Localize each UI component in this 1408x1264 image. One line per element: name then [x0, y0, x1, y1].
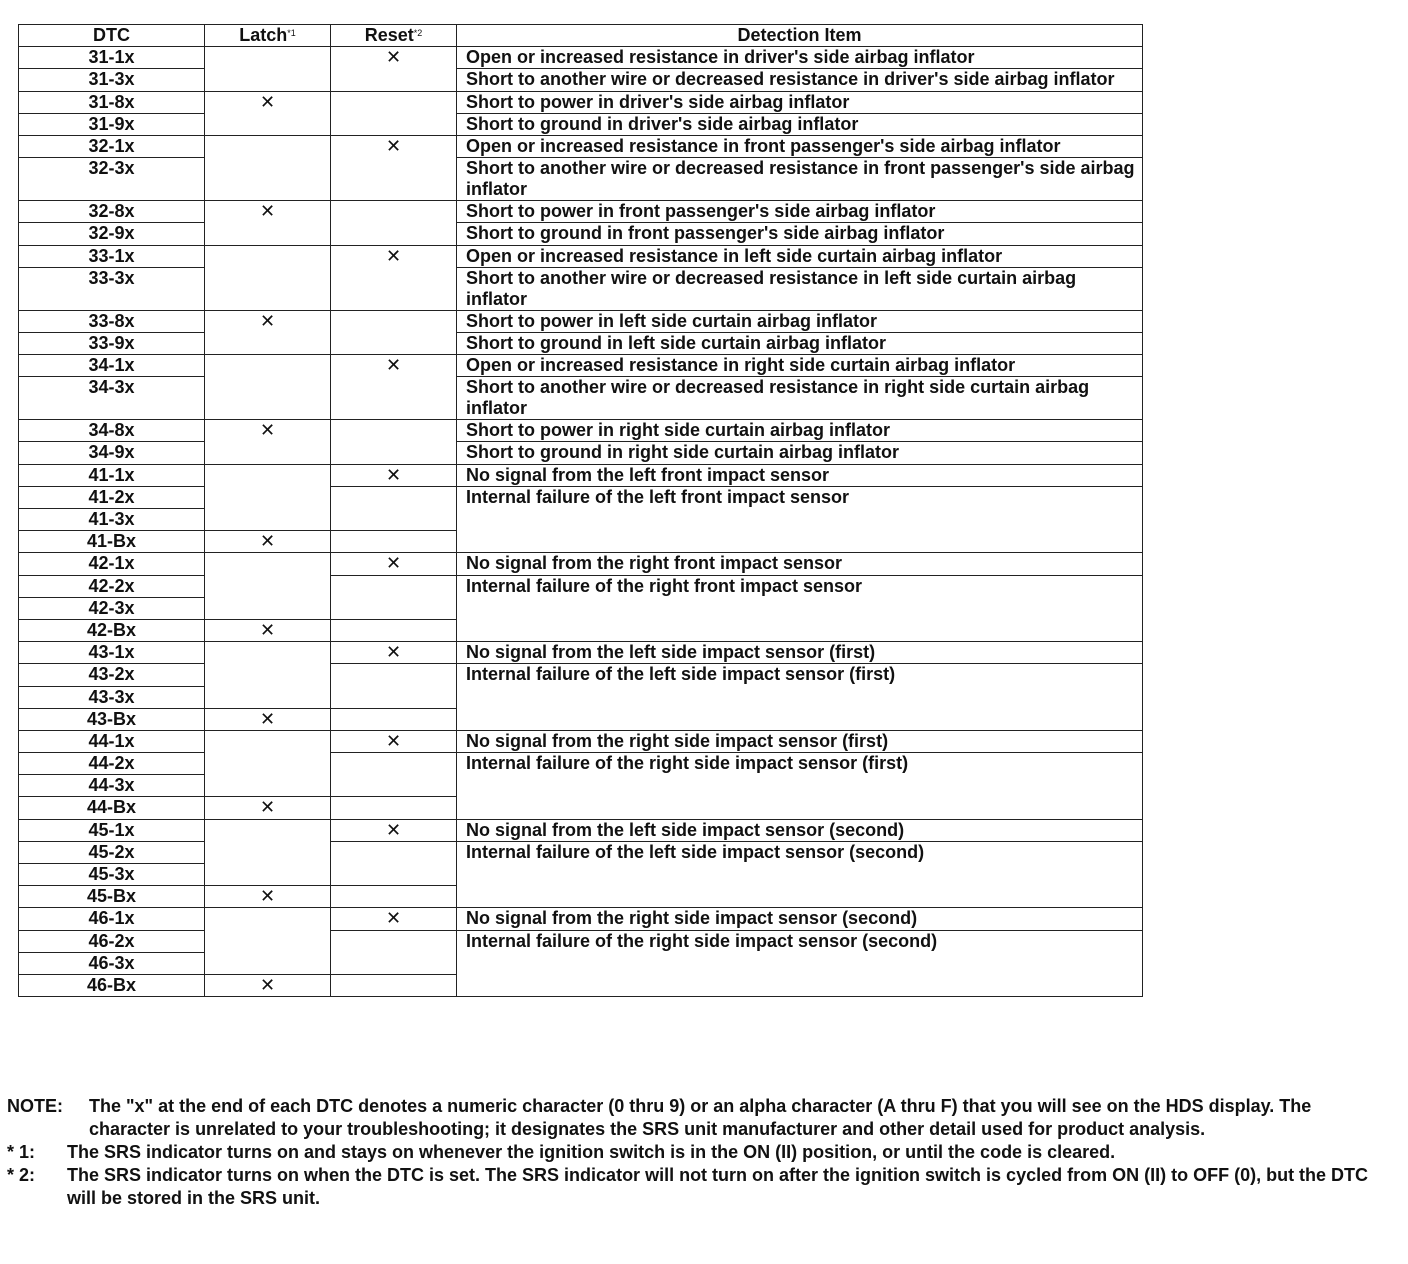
- reset-mark: ✕: [331, 245, 457, 310]
- footnote-2: [7, 1164, 1397, 1210]
- dtc-code: 41-Bx: [19, 531, 205, 553]
- dtc-code: 32-1x: [19, 135, 205, 157]
- dtc-code: 42-3x: [19, 597, 205, 619]
- table-row: [19, 553, 1143, 575]
- dtc-code: 45-3x: [19, 864, 205, 886]
- dtc-code: 34-9x: [19, 442, 205, 464]
- dtc-code: 33-3x: [19, 267, 205, 310]
- latch-mark: [205, 464, 331, 531]
- table-row: [19, 355, 1143, 377]
- latch-mark: ✕: [205, 201, 331, 245]
- footnote-1: [7, 1141, 1397, 1164]
- detection-item: Short to ground in left side curtain airbag inflator: [457, 332, 1143, 354]
- detection-item: Short to power in driver's side airbag inflator: [457, 91, 1143, 113]
- table-row: [19, 486, 1143, 508]
- detection-item: No signal from the right side impact sensor (second): [457, 908, 1143, 930]
- latch-mark: ✕: [205, 886, 331, 908]
- reset-mark: ✕: [331, 730, 457, 752]
- dtc-code: 31-1x: [19, 47, 205, 69]
- dtc-code: 32-9x: [19, 223, 205, 245]
- table-body: [19, 47, 1143, 997]
- dtc-code: 42-2x: [19, 575, 205, 597]
- reset-mark: [331, 886, 457, 908]
- table-row: [19, 135, 1143, 157]
- detection-item: Short to another wire or decreased resistance in front passenger's side airbag inflator: [457, 158, 1143, 201]
- table-row: [19, 91, 1143, 113]
- detection-item: Short to power in front passenger's side airbag inflator: [457, 201, 1143, 223]
- reset-mark: [331, 753, 457, 797]
- latch-footnote-ref: *1: [287, 28, 296, 38]
- reset-mark: [331, 310, 457, 354]
- reset-mark: [331, 664, 457, 708]
- detection-item: Short to ground in right side curtain airbag inflator: [457, 442, 1143, 464]
- table-row: [19, 69, 1143, 91]
- table-row: [19, 642, 1143, 664]
- header-reset: Reset$^{*2}$: [331, 25, 457, 47]
- latch-mark: ✕: [205, 619, 331, 641]
- header-latch: Latch$^{*1}$: [205, 25, 331, 47]
- latch-mark: [205, 47, 331, 91]
- reset-mark: [331, 930, 457, 974]
- table-row: [19, 332, 1143, 354]
- header-detection-item: Detection Item: [457, 25, 1143, 47]
- detection-item: No signal from the right side impact sensor (first): [457, 730, 1143, 752]
- note: [7, 1095, 1397, 1141]
- table-row: [19, 201, 1143, 223]
- detection-item: Short to another wire or decreased resistance in driver's side airbag inflator: [457, 69, 1143, 91]
- dtc-code: 33-9x: [19, 332, 205, 354]
- latch-mark: [205, 553, 331, 620]
- reset-mark: [331, 797, 457, 819]
- reset-mark: ✕: [331, 135, 457, 200]
- dtc-code: 42-Bx: [19, 619, 205, 641]
- dtc-code: 46-3x: [19, 952, 205, 974]
- table-row: [19, 223, 1143, 245]
- dtc-code: 31-3x: [19, 69, 205, 91]
- latch-mark: [205, 135, 331, 200]
- latch-mark: ✕: [205, 91, 331, 135]
- dtc-code: 45-Bx: [19, 886, 205, 908]
- footnote-1-label: * 1:: [7, 1142, 36, 1162]
- reset-mark: [331, 420, 457, 464]
- reset-mark: ✕: [331, 819, 457, 841]
- dtc-code: 41-3x: [19, 509, 205, 531]
- footnote-1-text: The SRS indicator turns on and stays on whenever the ignition switch is in the ON (II) position, or until the code is cleared.: [67, 1142, 1116, 1162]
- detection-item: Short to another wire or decreased resistance in right side curtain airbag inflator: [457, 377, 1143, 420]
- dtc-code: 32-8x: [19, 201, 205, 223]
- detection-item: Open or increased resistance in right side curtain airbag inflator: [457, 355, 1143, 377]
- reset-mark: [331, 708, 457, 730]
- reset-mark: [331, 486, 457, 530]
- dtc-code: 46-2x: [19, 930, 205, 952]
- latch-mark: ✕: [205, 797, 331, 819]
- detection-item: Open or increased resistance in front passenger's side airbag inflator: [457, 135, 1143, 157]
- detection-item: No signal from the left side impact sensor (first): [457, 642, 1143, 664]
- latch-mark: [205, 245, 331, 310]
- dtc-code: 43-2x: [19, 664, 205, 686]
- reset-mark: [331, 619, 457, 641]
- latch-mark: [205, 819, 331, 886]
- detection-item: No signal from the left side impact sensor (second): [457, 819, 1143, 841]
- latch-mark: ✕: [205, 708, 331, 730]
- dtc-code: 44-Bx: [19, 797, 205, 819]
- dtc-code: 41-1x: [19, 464, 205, 486]
- footnote-2-text: The SRS indicator turns on when the DTC is set. The SRS indicator will not turn on after the ignition switch is cycled from ON (II) to OFF (0), but the DTC will be stored in the SRS unit.: [67, 1165, 1369, 1208]
- dtc-code: 31-9x: [19, 113, 205, 135]
- dtc-code: 41-2x: [19, 486, 205, 508]
- table-row: [19, 930, 1143, 952]
- reset-mark: [331, 974, 457, 996]
- dtc-code: 34-1x: [19, 355, 205, 377]
- dtc-code: 32-3x: [19, 158, 205, 201]
- table-row: [19, 158, 1143, 201]
- latch-mark: [205, 642, 331, 709]
- dtc-code: 43-Bx: [19, 708, 205, 730]
- reset-footnote-ref: *2: [413, 28, 423, 38]
- table-row: [19, 753, 1143, 775]
- dtc-code: 31-8x: [19, 91, 205, 113]
- dtc-table: [18, 24, 1143, 997]
- dtc-code: 43-1x: [19, 642, 205, 664]
- latch-mark: ✕: [205, 531, 331, 553]
- detection-item: Internal failure of the left side impact sensor (first): [457, 664, 1143, 731]
- table-row: [19, 730, 1143, 752]
- reset-mark: ✕: [331, 355, 457, 420]
- reset-mark: ✕: [331, 464, 457, 486]
- detection-item: Short to ground in front passenger's side airbag inflator: [457, 223, 1143, 245]
- dtc-code: 33-1x: [19, 245, 205, 267]
- detection-item: Short to ground in driver's side airbag inflator: [457, 113, 1143, 135]
- latch-mark: ✕: [205, 310, 331, 354]
- detection-item: No signal from the left front impact sensor: [457, 464, 1143, 486]
- dtc-code: 44-1x: [19, 730, 205, 752]
- dtc-code: 34-8x: [19, 420, 205, 442]
- dtc-code: 45-1x: [19, 819, 205, 841]
- table-header-row: [19, 25, 1143, 47]
- reset-mark: ✕: [331, 908, 457, 930]
- reset-mark: ✕: [331, 47, 457, 91]
- detection-item: Open or increased resistance in driver's side airbag inflator: [457, 47, 1143, 69]
- table-row: [19, 841, 1143, 863]
- footnote-2-label: * 2:: [7, 1165, 36, 1185]
- reset-mark: [331, 531, 457, 553]
- dtc-code: 45-2x: [19, 841, 205, 863]
- table-row: [19, 310, 1143, 332]
- table-row: [19, 664, 1143, 686]
- reset-mark: ✕: [331, 642, 457, 664]
- detection-item: Internal failure of the right side impact sensor (first): [457, 753, 1143, 820]
- table-row: [19, 575, 1143, 597]
- table-row: [19, 819, 1143, 841]
- latch-mark: [205, 355, 331, 420]
- note-text: The "x" at the end of each DTC denotes a numeric character (0 thru 9) or an alpha character (A thru F) that you will see on the HDS display. The character is unrelated to your troubleshooting; it designates the SRS unit manufacturer and other detail used for product analysis.: [89, 1096, 1312, 1139]
- detection-item: Short to power in left side curtain airbag inflator: [457, 310, 1143, 332]
- detection-item: Short to power in right side curtain airbag inflator: [457, 420, 1143, 442]
- reset-mark: [331, 575, 457, 619]
- dtc-code: 44-2x: [19, 753, 205, 775]
- detection-item: Open or increased resistance in left side curtain airbag inflator: [457, 245, 1143, 267]
- detection-item: Internal failure of the left front impact sensor: [457, 486, 1143, 553]
- dtc-code: 44-3x: [19, 775, 205, 797]
- dtc-code: 46-1x: [19, 908, 205, 930]
- detection-item: Internal failure of the right side impact sensor (second): [457, 930, 1143, 997]
- table-row: [19, 420, 1143, 442]
- table-row: [19, 442, 1143, 464]
- reset-mark: [331, 841, 457, 885]
- table-row: [19, 113, 1143, 135]
- detection-item: Internal failure of the right front impact sensor: [457, 575, 1143, 642]
- dtc-code: 33-8x: [19, 310, 205, 332]
- detection-item: No signal from the right front impact sensor: [457, 553, 1143, 575]
- reset-mark: [331, 91, 457, 135]
- table-row: [19, 908, 1143, 930]
- latch-mark: ✕: [205, 420, 331, 464]
- detection-item: Internal failure of the left side impact sensor (second): [457, 841, 1143, 908]
- dtc-code: 34-3x: [19, 377, 205, 420]
- latch-mark: [205, 908, 331, 975]
- dtc-code: 42-1x: [19, 553, 205, 575]
- detection-item: Short to another wire or decreased resistance in left side curtain airbag inflator: [457, 267, 1143, 310]
- latch-mark: ✕: [205, 974, 331, 996]
- reset-mark: [331, 201, 457, 245]
- latch-mark: [205, 730, 331, 797]
- dtc-code: 46-Bx: [19, 974, 205, 996]
- table-row: [19, 245, 1143, 267]
- table-row: [19, 267, 1143, 310]
- reset-mark: ✕: [331, 553, 457, 575]
- table-row: [19, 377, 1143, 420]
- note-label: NOTE:: [7, 1096, 63, 1116]
- table-row: [19, 464, 1143, 486]
- dtc-code: 43-3x: [19, 686, 205, 708]
- header-dtc: DTC: [19, 25, 205, 47]
- notes-section: [7, 1095, 1397, 1210]
- table-row: [19, 47, 1143, 69]
